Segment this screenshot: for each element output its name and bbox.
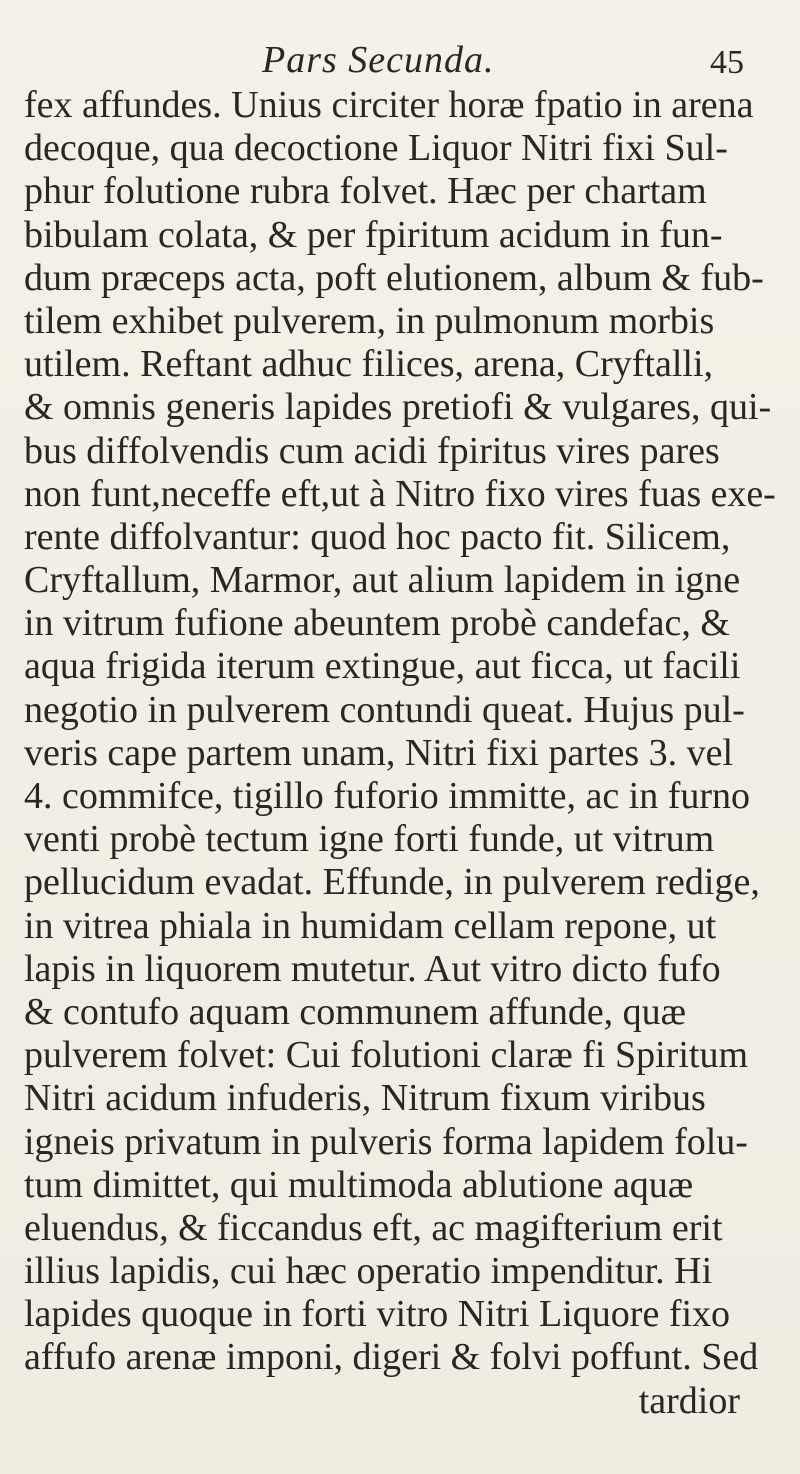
text-line: venti probè tectum igne forti funde, ut vitrum [24, 818, 715, 861]
text-line: tum dimittet, qui multimoda ablutione aquæ [24, 1163, 694, 1206]
text-line: & omnis generis lapides pretiofi & vulgares, qui- [24, 386, 772, 429]
text-line: non funt,neceffe eft,ut à Nitro fixo vires fuas exe- [24, 472, 776, 515]
text-line: illius lapidis, cui hæc operatio impenditur. Hi [24, 1250, 713, 1293]
text-line: veris cape partem unam, Nitri fixi partes 3. vel [24, 731, 734, 774]
page-number: 45 [710, 44, 744, 81]
running-title: Pars Secunda. [262, 39, 495, 81]
text-line: & contufo aquam communem affunde, quæ [24, 990, 687, 1033]
text-line: affufo arenæ imponi, digeri & folvi poffunt. Sed [24, 1336, 759, 1379]
text-line: igneis privatum in pulveris forma lapidem folu- [24, 1120, 748, 1163]
text-line: lapides quoque in forti vitro Nitri Liquore fixo [24, 1293, 731, 1336]
text-line: tilem exhibet pulverem, in pulmonum morbis [24, 299, 715, 342]
text-line: pulverem folvet: Cui folutioni claræ fi Spiritum [24, 1034, 749, 1077]
catchword: tardior [638, 1379, 740, 1422]
text-line: bus diffolvendis cum acidi fpiritus vires pares [24, 429, 720, 472]
text-line: pellucidum evadat. Effunde, in pulverem redige, [24, 861, 760, 904]
text-line: in vitrea phiala in humidam cellam repone, ut [24, 904, 717, 947]
text-line: dum præceps acta, poft elutionem, album & fub- [24, 256, 764, 299]
text-line: fex affundes. Unius circiter horæ fpatio in arena [24, 84, 754, 126]
text-line: phur folutione rubra folvet. Hæc per chartam [24, 170, 707, 213]
text-line: utilem. Reftant adhuc filices, arena, Cryftalli, [24, 343, 714, 386]
text-line: negotio in pulverem contundi queat. Hujus pul- [24, 688, 745, 731]
text-line: lapis in liquorem mutetur. Aut vitro dicto fufo [24, 947, 721, 990]
text-line: Cryftallum, Marmor, aut alium lapidem in igne [24, 559, 741, 602]
text-line: aqua frigida iterum extingue, aut ficca, ut facili [24, 645, 741, 688]
text-line: Nitri acidum infuderis, Nitrum fixum viribus [24, 1077, 706, 1120]
running-head [0, 38, 800, 88]
text-line: 4. commifce, tigillo fuforio immitte, ac in furno [24, 775, 751, 817]
text-line: in vitrum fufione abeuntem probè candefac, & [24, 602, 730, 645]
text-line: rente diffolvantur: quod hoc pacto fit. Silicem, [24, 515, 731, 558]
text-line: bibulam colata, & per fpiritum acidum in fun- [24, 213, 723, 256]
text-line: decoque, qua decoctione Liquor Nitri fixi Sul- [24, 127, 728, 170]
text-line: eluendus, & ficcandus eft, ac magifterium erit [24, 1206, 723, 1249]
body-text [24, 84, 800, 1423]
